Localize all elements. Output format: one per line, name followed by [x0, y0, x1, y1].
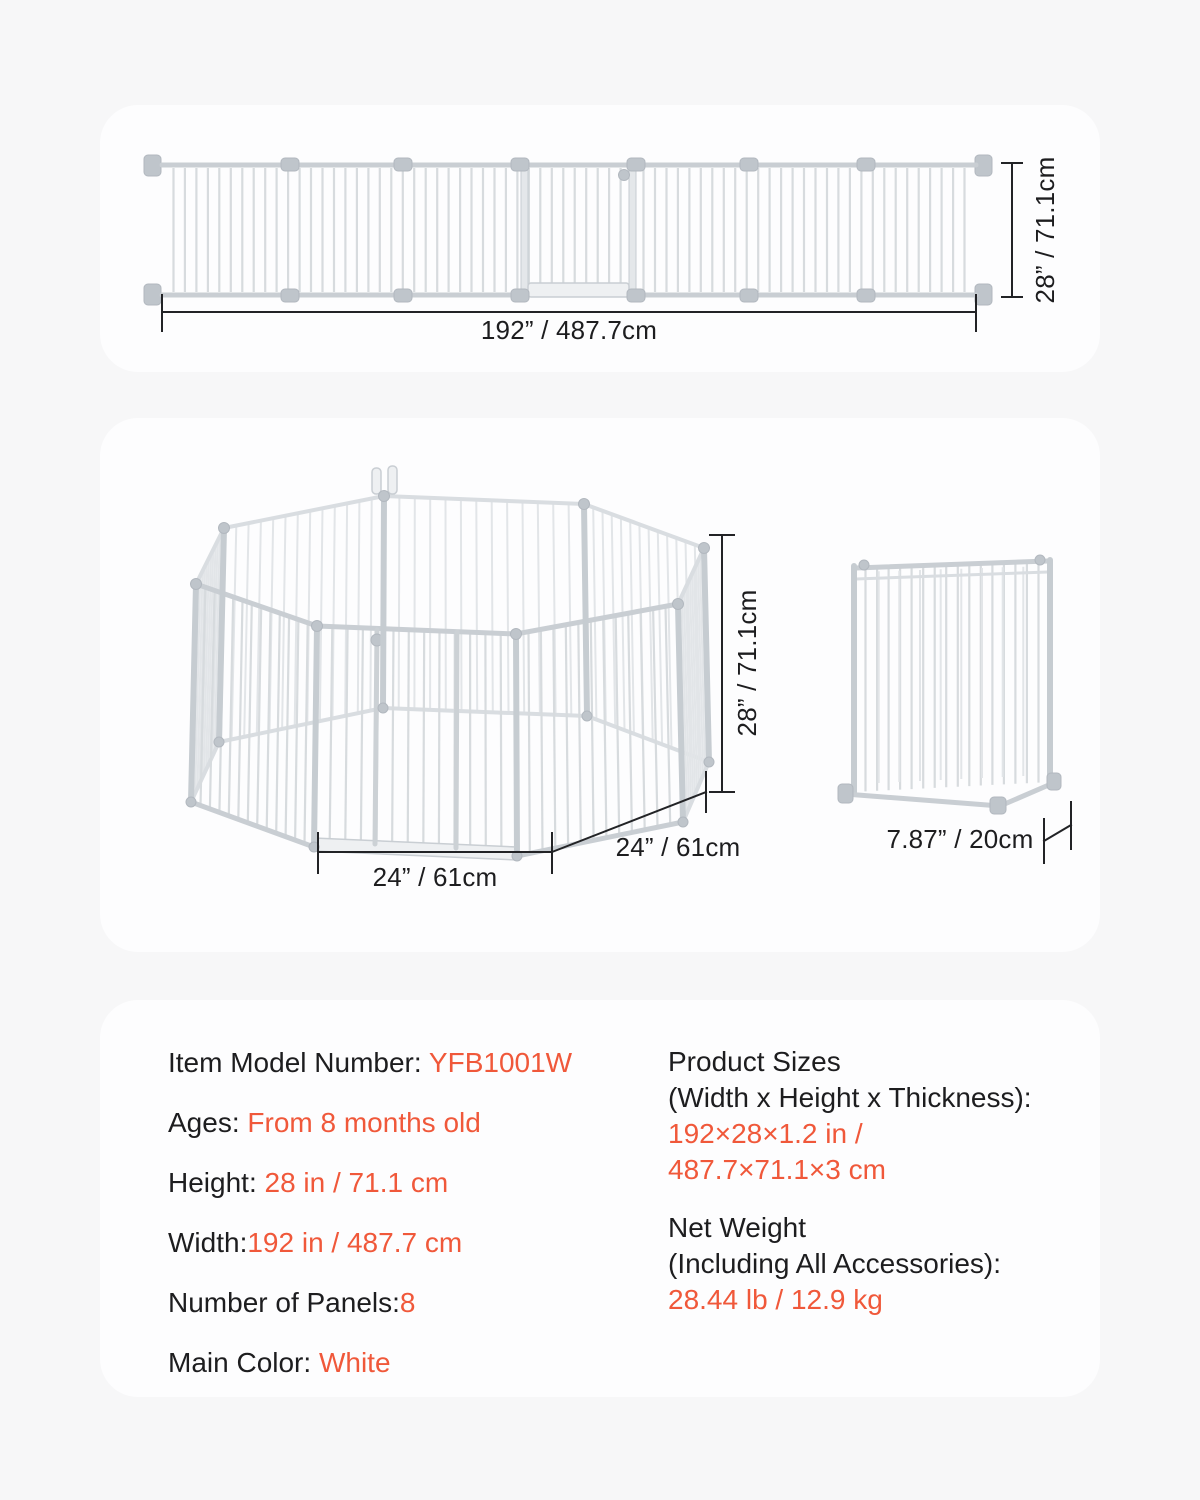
- spec-height: [168, 1167, 572, 1198]
- spec-weight-title: Net Weight: [668, 1212, 806, 1243]
- playpen-dimension-card: [100, 418, 1100, 952]
- spec-panel-count: [168, 1287, 572, 1318]
- flat-gate-width-label: 192” / 487.7cm: [480, 315, 658, 345]
- hinge-connectors: [281, 158, 875, 302]
- door-post: [521, 163, 528, 296]
- flat-gate-dimension-card: [100, 105, 1100, 372]
- wall-bracket-icon: [144, 284, 161, 305]
- playpen-front-width-label: 24” / 61cm: [372, 862, 498, 892]
- spec-list-left: [168, 1000, 572, 1407]
- spec-sizes-value: 192×28×1.2 in /: [668, 1118, 863, 1149]
- spec-value: 28 in / 71.1 cm: [264, 1167, 449, 1198]
- latch-pin: [388, 466, 397, 494]
- door-latch-icon: [619, 170, 630, 181]
- spec-list-right: [668, 1000, 1088, 1318]
- playpen-height-label: 28” / 71.1cm: [732, 589, 762, 737]
- spec-sizes-value-2: 487.7×71.1×3 cm: [668, 1154, 886, 1185]
- spec-label: Width:: [168, 1227, 248, 1258]
- spec-value: YFB1001W: [428, 1047, 573, 1078]
- folded-thickness-label: 7.87” / 20cm: [886, 824, 1034, 854]
- latch-pin: [372, 468, 381, 494]
- specifications-card: [100, 1000, 1100, 1397]
- spec-label: Main Color:: [168, 1347, 319, 1378]
- door-threshold: [528, 283, 629, 297]
- spec-weight-title-2: (Including All Accessories):: [668, 1248, 1002, 1279]
- spec-value: 192 in / 487.7 cm: [247, 1227, 463, 1258]
- playpen-height-dimension-line: [710, 535, 734, 792]
- wall-bracket-icon: [144, 155, 161, 176]
- folded-gate-drawing: [838, 555, 1061, 814]
- spec-main-color: [168, 1347, 572, 1378]
- spec-value: 8: [399, 1287, 416, 1318]
- spec-value: From 8 months old: [247, 1107, 481, 1138]
- spec-label: Height:: [168, 1167, 265, 1198]
- spec-label: Ages:: [168, 1107, 248, 1138]
- flat-gate-height-label: 28” / 71.1cm: [1030, 156, 1060, 304]
- door-post: [629, 163, 636, 296]
- hinge-knobs: [186, 491, 714, 862]
- playpen-drawing: [100, 418, 1100, 952]
- playpen-side-width-label: 24” / 61cm: [615, 832, 741, 862]
- spec-label: Item Model Number:: [168, 1047, 429, 1078]
- gate-bars: [174, 168, 965, 292]
- spec-value: White: [318, 1347, 391, 1378]
- spec-width: [168, 1227, 572, 1258]
- spec-item-model: [168, 1047, 572, 1078]
- spec-weight-value: 28.44 lb / 12.9 kg: [668, 1284, 883, 1315]
- spec-sizes-title-2: (Width x Height x Thickness):: [668, 1082, 1032, 1113]
- spec-sizes-title: Product Sizes: [668, 1046, 841, 1077]
- spec-ages: [168, 1107, 572, 1138]
- height-dimension-line: [1002, 163, 1022, 297]
- spec-label: Number of Panels:: [168, 1287, 400, 1318]
